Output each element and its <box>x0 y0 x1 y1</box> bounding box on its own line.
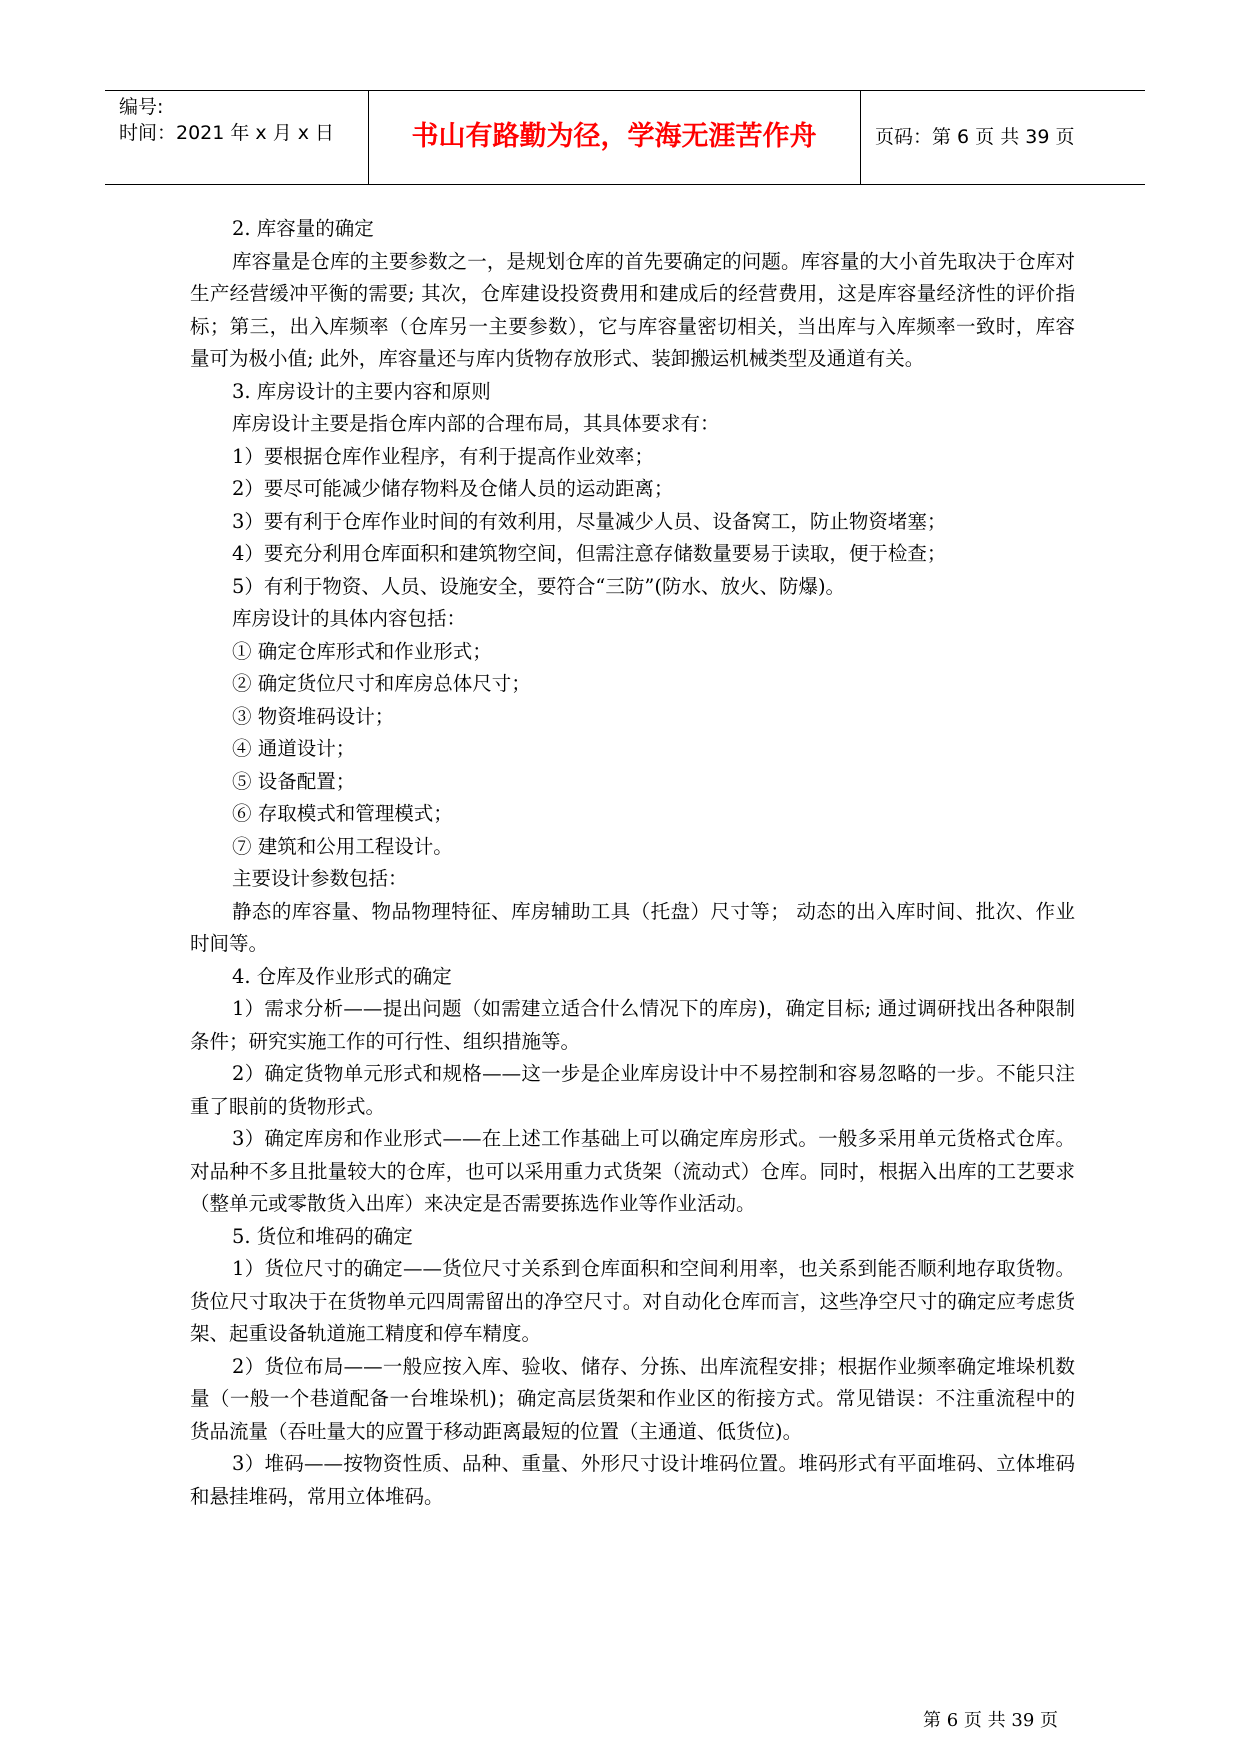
motto: 书山有路勤为径，学海无涯苦作舟 <box>411 121 817 152</box>
paragraph: 库房设计的具体内容包括： <box>232 607 467 630</box>
list-item: 2）要尽可能减少储存物料及仓储人员的运动距离； <box>232 477 674 500</box>
header-info-cell <box>105 91 369 184</box>
paragraph: 2）确定货物单元形式和规格——这一步是企业库房设计中不易控制和容易忽略的一步。不能只注重了眼前的货物形式。 <box>190 1062 1075 1118</box>
document-body <box>190 213 1075 1513</box>
list-item: ⑤ 设备配置； <box>232 769 356 793</box>
paragraph: 1）需求分析——提出问题（如需建立适合什么情况下的库房)，确定目标; 通过调研找出各种限制条件；研究实施工作的可行性、组织措施等。 <box>190 997 1075 1053</box>
list-item: ① 确定仓库形式和作业形式； <box>232 639 492 663</box>
paragraph: 3）堆码——按物资性质、品种、重量、外形尺寸设计堆码位置。堆码形式有平面堆码、立体堆码和悬挂堆码，常用立体堆码。 <box>190 1452 1075 1508</box>
page-footer: 第 6 页 共 39 页 <box>923 1710 1058 1731</box>
paragraph: 3）确定库房和作业形式——在上述工作基础上可以确定库房形式。一般多采用单元货格式仓库。对品种不多且批量较大的仓库，也可以采用重力式货架（流动式）仓库。同时，根据入出库的工艺要求（整单元或零散货入出库）来决定是否需要拣选作业等作业活动。 <box>190 1127 1075 1215</box>
paragraph: 主要设计参数包括： <box>232 867 408 890</box>
paragraph: 2）货位布局——一般应按入库、验收、储存、分拣、出库流程安排；根据作业频率确定堆垛机数量（一般一个巷道配备一台堆垛机)；确定高层货架和作业区的衔接方式。常见错误：不注重流程中的货品流量（吞吐量大的应置于移动距离最短的位置（主通道、低货位)。 <box>190 1354 1075 1443</box>
list-item: 1）要根据仓库作业程序，有利于提高作业效率； <box>232 444 654 468</box>
page-header <box>105 90 1145 185</box>
list-item: ③ 物资堆码设计； <box>232 704 395 728</box>
list-item: ② 确定货位尺寸和库房总体尺寸； <box>232 672 531 695</box>
number-label: 编号: <box>119 96 164 118</box>
list-item: 5）有利于物资、人员、设施安全，要符合“三防”(防水、放火、防爆)。 <box>232 574 846 598</box>
list-item: ④ 通道设计； <box>232 737 356 760</box>
header-motto-cell <box>368 91 861 184</box>
page-code: 页码：第 6 页 共 39 页 <box>875 126 1075 148</box>
section-heading: 5. 货位和堆码的确定 <box>232 1224 413 1248</box>
list-item: ⑥ 存取模式和管理模式； <box>232 802 453 825</box>
paragraph: 静态的库容量、物品物理特征、库房辅助工具（托盘）尺寸等； 动态的出入库时间、批次、作业时间等。 <box>190 899 1075 955</box>
paragraph: 库房设计主要是指仓库内部的合理布局，其具体要求有： <box>232 412 720 435</box>
list-item: ⑦ 建筑和公用工程设计。 <box>232 834 453 858</box>
time-label: 时间：2021 年 x 月 x 日 <box>119 122 335 144</box>
list-item: 3）要有利于仓库作业时间的有效利用，尽量减少人员、设备窝工，防止物资堵塞； <box>232 509 947 533</box>
section-heading: 4. 仓库及作业形式的确定 <box>232 964 452 988</box>
section-heading: 2. 库容量的确定 <box>232 217 374 240</box>
paragraph: 库容量是仓库的主要参数之一，是规划仓库的首先要确定的问题。库容量的大小首先取决于仓库对生产经营缓冲平衡的需要; 其次，仓库建设投资费用和建成后的经营费用，这是库容量经济性的评价指标；第三，出入库频率（仓库另一主要参数），它与库容量密切相关，当出库与入库频率一致时，库容量可为极小值; 此外，库容量还与库内货物存放形式、装卸搬运机械类型及通道有关。 <box>190 249 1075 370</box>
list-item: 4）要充分利用仓库面积和建筑物空间，但需注意存储数量要易于读取，便于检查； <box>232 542 947 565</box>
section-heading: 3. 库房设计的主要内容和原则 <box>232 379 491 403</box>
paragraph: 1）货位尺寸的确定——货位尺寸关系到仓库面积和空间利用率，也关系到能否顺利地存取货物。货位尺寸取决于在货物单元四周需留出的净空尺寸。对自动化仓库而言，这些净空尺寸的确定应考虑货架、起重设备轨道施工精度和停车精度。 <box>190 1257 1075 1345</box>
header-page-cell <box>861 91 1145 184</box>
